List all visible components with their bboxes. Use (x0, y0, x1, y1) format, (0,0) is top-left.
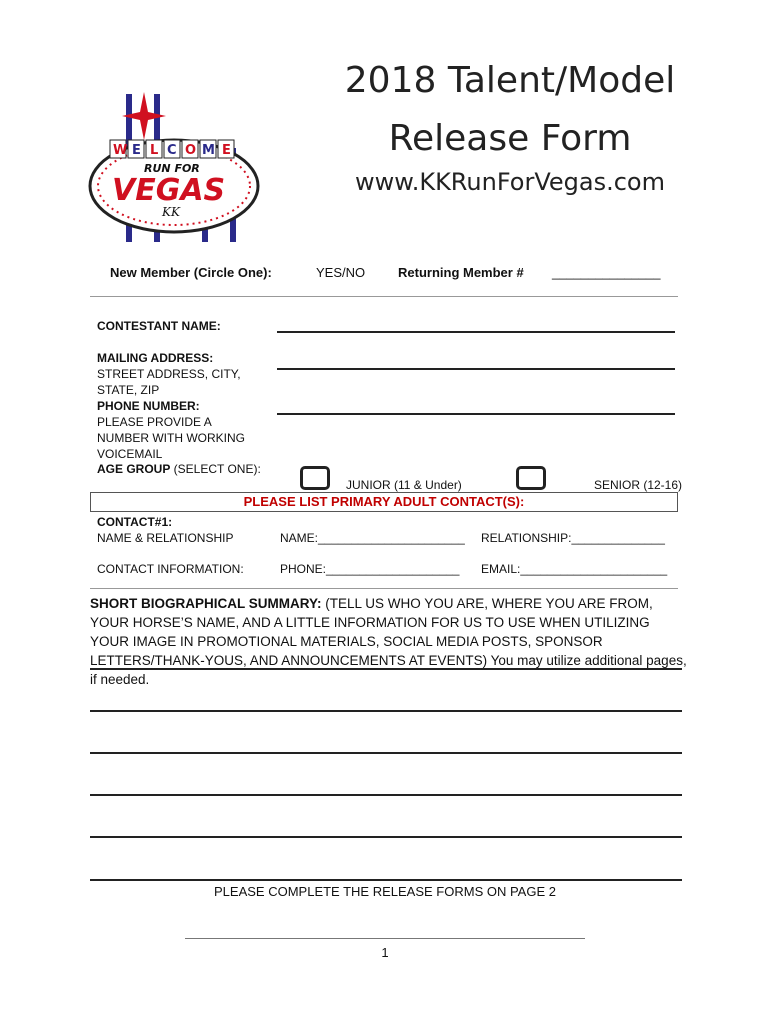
returning-member-field[interactable]: _______________ (552, 265, 661, 280)
form-title-line1: 2018 Talent/Model (344, 60, 676, 101)
form-title-line2: Release Form (388, 118, 632, 159)
contact-name-field[interactable]: NAME:______________________ (280, 531, 465, 545)
phone-number-hint: PLEASE PROVIDE A NUMBER WITH WORKING VOICEMAIL (97, 415, 245, 461)
contestant-name-field[interactable] (277, 331, 675, 333)
new-member-label: New Member (Circle One): (110, 265, 272, 280)
svg-text:E: E (132, 143, 141, 158)
mailing-address-label: MAILING ADDRESS: (97, 351, 214, 365)
svg-text:M: M (202, 143, 215, 158)
page-number: 1 (381, 945, 389, 960)
age-group-label: AGE GROUP (SELECT ONE): (97, 462, 261, 476)
junior-checkbox[interactable] (300, 466, 330, 490)
senior-option-label: SENIOR (12-16) (594, 478, 683, 492)
svg-text:RUN FOR: RUN FOR (144, 162, 200, 175)
contact-phone-field[interactable]: PHONE:____________________ (280, 562, 460, 576)
bio-instructions: SHORT BIOGRAPHICAL SUMMARY: (TELL US WHO YOU ARE, WHERE YOU ARE FROM, YOUR HORSE’S NAME, AND A LITTLE INFORMATION FOR US TO USE WHEN UTILIZING YOUR IMAGE IN PROMOTIONAL MATERIALS, SOCIAL MEDIA POSTS, SPONSOR LETTERS/THANK-YOUS, AND ANNOUNCEMENTS AT EVENTS) You may utilize additional pages, if needed. (90, 596, 687, 687)
mailing-address-hint: STREET ADDRESS, CITY, STATE, ZIP (97, 367, 241, 397)
svg-text:O: O (185, 143, 197, 158)
senior-checkbox[interactable] (516, 466, 546, 490)
returning-member-label: Returning Member # (398, 265, 524, 280)
divider (90, 588, 678, 589)
contact-information-label: CONTACT INFORMATION: (97, 562, 244, 576)
contact-email-field[interactable]: EMAIL:______________________ (481, 562, 668, 576)
bio-line[interactable] (90, 710, 682, 712)
bio-line[interactable] (90, 794, 682, 796)
footer-divider (185, 938, 585, 939)
bio-line[interactable] (90, 879, 682, 881)
contestant-name-label: CONTESTANT NAME: (97, 319, 221, 333)
adult-contact-banner: PLEASE LIST PRIMARY ADULT CONTACT(S): (90, 492, 678, 512)
svg-text:W: W (113, 143, 128, 158)
junior-option-label: JUNIOR (11 & Under) (346, 478, 462, 492)
website-url: www.KKRunForVegas.com (355, 168, 665, 196)
bio-line[interactable] (90, 752, 682, 754)
svg-text:C: C (167, 143, 177, 158)
contact-1-label: CONTACT#1: (97, 515, 173, 529)
phone-number-label: PHONE NUMBER: (97, 399, 200, 413)
svg-text:L: L (150, 143, 159, 158)
svg-text:KK: KK (162, 205, 180, 219)
contact-relationship-field[interactable]: RELATIONSHIP:______________ (481, 531, 665, 545)
phone-number-field[interactable] (277, 413, 675, 415)
bio-line[interactable] (90, 668, 682, 670)
page-2-instruction: PLEASE COMPLETE THE RELEASE FORMS ON PAGE 2 (214, 884, 556, 899)
divider (90, 296, 678, 297)
bio-line[interactable] (90, 836, 682, 838)
svg-text:E: E (222, 143, 231, 158)
run-for-vegas-logo (88, 88, 268, 248)
name-relationship-label: NAME & RELATIONSHIP (97, 531, 234, 545)
svg-text:VEGAS: VEGAS (112, 173, 226, 208)
mailing-address-field[interactable] (277, 368, 675, 370)
yes-no-option[interactable]: YES/NO (316, 265, 366, 280)
